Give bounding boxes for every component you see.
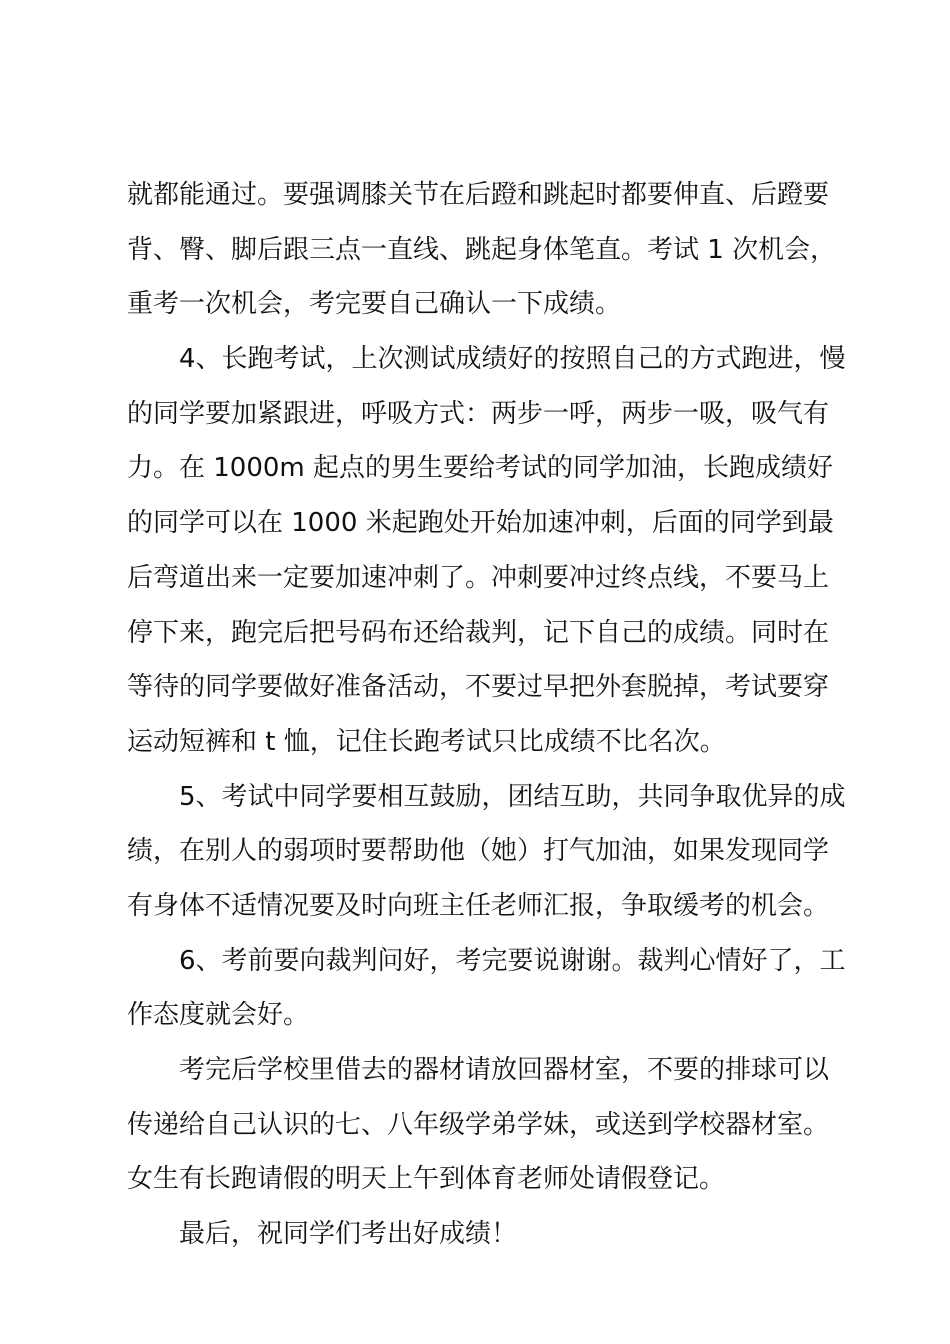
text-line: 传递给自己认识的七、八年级学弟学妹，或送到学校器材室。 xyxy=(127,1109,830,1140)
text-line: 等待的同学要做好准备活动，不要过早把外套脱掉，考试要穿 xyxy=(127,672,830,703)
text-line: 后弯道出来一定要加速冲刺了。冲刺要冲过终点线，不要马上 xyxy=(127,562,830,593)
body-text xyxy=(127,168,846,1262)
text-line: 背、臀、脚后跟三点一直线、跳起身体笔直。考试 1 次机会， xyxy=(127,234,837,265)
text-line: 停下来，跑完后把号码布还给裁判，记下自己的成绩。同时在 xyxy=(127,617,830,648)
text-line: 作态度就会好。 xyxy=(127,1000,310,1031)
text-line: 力。在 1000m 起点的男生要给考试的同学加油，长跑成绩好 xyxy=(127,453,834,484)
text-line: 就都能通过。要强调膝关节在后蹬和跳起时都要伸直、后蹬要 xyxy=(127,180,830,210)
text-line: 重考一次机会，考完要自己确认一下成绩。 xyxy=(127,289,622,320)
text-line: 考完后学校里借去的器材请放回器材室，不要的排球可以 xyxy=(179,1055,830,1085)
text-line: 最后，祝同学们考出好成绩！ xyxy=(179,1219,518,1250)
text-line: 4、长跑考试，上次测试成绩好的按照自己的方式跑进，慢 xyxy=(179,344,846,375)
text-line: 运动短裤和 t 恤，记住长跑考试只比成绩不比名次。 xyxy=(127,726,726,757)
text-line: 5、考试中同学要相互鼓励，团结互助，共同争取优异的成 xyxy=(179,781,846,812)
text-line: 女生有长跑请假的明天上午到体育老师处请假登记。 xyxy=(127,1164,726,1195)
text-line: 绩，在别人的弱项时要帮助他（她）打气加油，如果发现同学 xyxy=(127,836,830,867)
text-line: 有身体不适情况要及时向班主任老师汇报，争取缓考的机会。 xyxy=(127,890,830,921)
text-line: 的同学可以在 1000 米起跑处开始加速冲刺，后面的同学到最 xyxy=(127,508,834,539)
text-line: 6、考前要向裁判问好，考完要说谢谢。裁判心情好了，工 xyxy=(179,945,846,976)
text-line: 的同学要加紧跟进，呼吸方式：两步一呼，两步一吸，吸气有 xyxy=(127,398,830,429)
